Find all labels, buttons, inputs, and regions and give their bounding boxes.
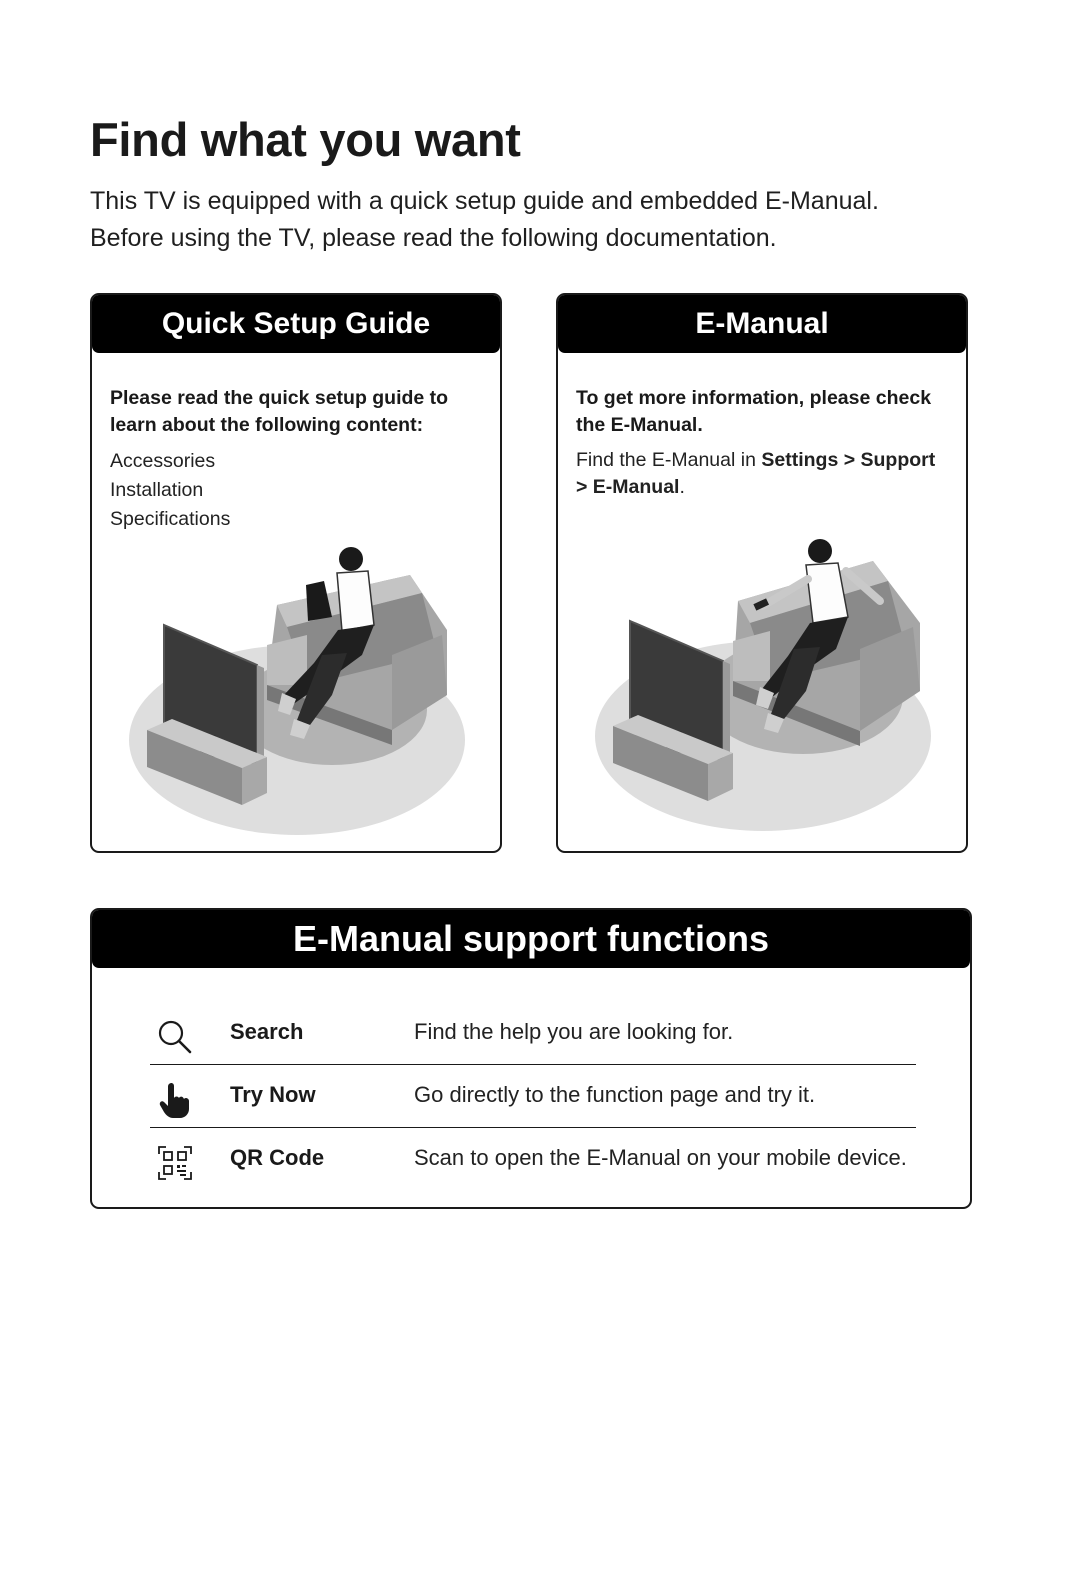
list-item: Installation: [110, 479, 204, 501]
support-row-try-now: [150, 1064, 916, 1127]
hand-pointer-icon: [156, 1081, 194, 1119]
quick-setup-heading: Quick Setup Guide: [92, 295, 500, 353]
support-row-desc: Find the help you are looking for.: [414, 1019, 734, 1044]
intro-text: [90, 183, 879, 257]
support-heading: E-Manual support functions: [92, 910, 970, 968]
quick-setup-card: [90, 293, 502, 853]
page-title: Find what you want: [90, 113, 521, 166]
list-item: Specifications: [110, 508, 231, 530]
reading-person-illustration: [92, 535, 500, 845]
emanual-lead: To get more information, please check the E-Manual.: [576, 387, 932, 436]
support-row-qr-code: [150, 1127, 916, 1190]
support-rows: [150, 1002, 916, 1190]
quick-setup-lead: Please read the quick setup guide to learn about the following content:: [110, 387, 449, 436]
qr-code-icon: [156, 1144, 194, 1182]
remote-person-illustration: [558, 531, 966, 841]
emanual-note-suffix: .: [679, 476, 685, 498]
emanual-note-path: Settings > Support > E-Manual: [576, 449, 936, 498]
support-functions-panel: [90, 908, 972, 1209]
search-icon: [156, 1018, 194, 1056]
support-row-name: Search: [230, 1019, 304, 1044]
support-row-desc: Go directly to the function page and try it.: [414, 1082, 816, 1107]
support-row-desc: Scan to open the E-Manual on your mobile device.: [414, 1145, 907, 1170]
emanual-card: [556, 293, 968, 853]
quick-setup-list: [110, 447, 482, 534]
emanual-note-prefix: Find the E-Manual in: [576, 449, 762, 471]
emanual-heading: E-Manual: [558, 295, 966, 353]
support-row-name: Try Now: [230, 1082, 316, 1107]
emanual-note: [576, 447, 948, 501]
intro-line: Before using the TV, please read the following documentation.: [90, 224, 777, 252]
support-row-name: QR Code: [230, 1145, 325, 1170]
support-row-search: [150, 1002, 916, 1064]
intro-line: This TV is equipped with a quick setup guide and embedded E-Manual.: [90, 187, 879, 215]
list-item: Accessories: [110, 450, 216, 472]
